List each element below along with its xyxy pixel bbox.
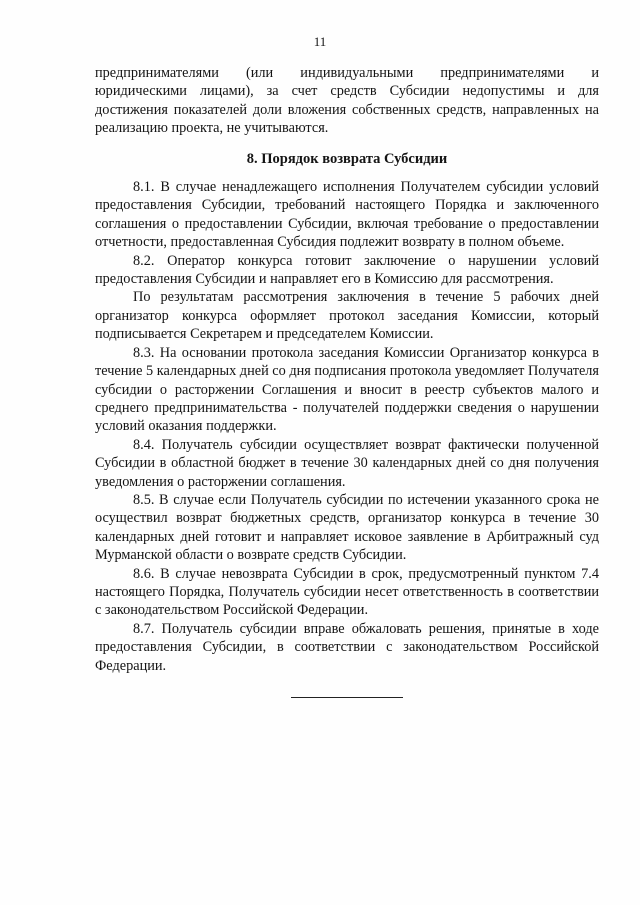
paragraph-8-5: 8.5. В случае если Получатель субсидии по истечении указанного срока не осуществил возврат бюджетных средств, организатор конкурса в течение 30 календарных дней готовит и направляет исковое заявление в Арбитражный суд Мурманской области о возврате средств Субсидии. [95, 491, 599, 564]
section-heading: 8. Порядок возврата Субсидии [246, 150, 448, 167]
paragraph-8-2-results: По результатам рассмотрения заключения в течение 5 рабочих дней организатор конкурса оформляет протокол заседания Комиссии, который подписывается Секретарем и председателем Комиссии. [95, 289, 599, 343]
document-body [95, 64, 599, 698]
paragraph-8-6: 8.6. В случае невозврата Субсидии в срок, предусмотренный пунктом 7.4 настоящего Порядка, Получатель субсидии несет ответственность в соответствии с законодательством Российской Федерации. [95, 565, 599, 619]
intro-paragraph: предпринимателями (или индивидуальными предпринимателями и юридическими лицами), за счет средств Субсидии недопустимы и для достижения показателей доли вложения собственных средств, направленных на реализацию проекта, не учитываются. [95, 65, 599, 137]
end-divider [291, 697, 403, 698]
paragraph-8-3: 8.3. На основании протокола заседания Комиссии Организатор конкурса в течение 5 календарных дней со дня подписания протокола уведомляет Получателя субсидии о расторжении Соглашения и вносит в реестр субъектов малого и среднего предпринимательства - получателей поддержки сведения о нарушении условий оказания поддержки. [95, 344, 600, 435]
paragraph-8-7: 8.7. Получатель субсидии вправе обжаловать решения, принятые в ходе предоставления Субсидии, в соответствии с законодательством Российской Федерации. [95, 620, 599, 674]
page-number: 11 [313, 34, 327, 49]
paragraph-8-1: 8.1. В случае ненадлежащего исполнения Получателем субсидии условий предоставления Субсидии, требований настоящего Порядка и заключенного соглашения о предоставлении Субсидии, включая требование о предоставлении отчетности, предоставленная Субсидия подлежит возврату в полном объеме. [95, 179, 599, 251]
paragraph-8-4: 8.4. Получатель субсидии осуществляет возврат фактически полученной Субсидии в областной бюджет в течение 30 календарных дней со дня получения уведомления о расторжении соглашения. [95, 436, 599, 490]
paragraph-8-2: 8.2. Оператор конкурса готовит заключение о нарушении условий предоставления Субсидии и направляет его в Комиссию для рассмотрения. [95, 252, 599, 288]
